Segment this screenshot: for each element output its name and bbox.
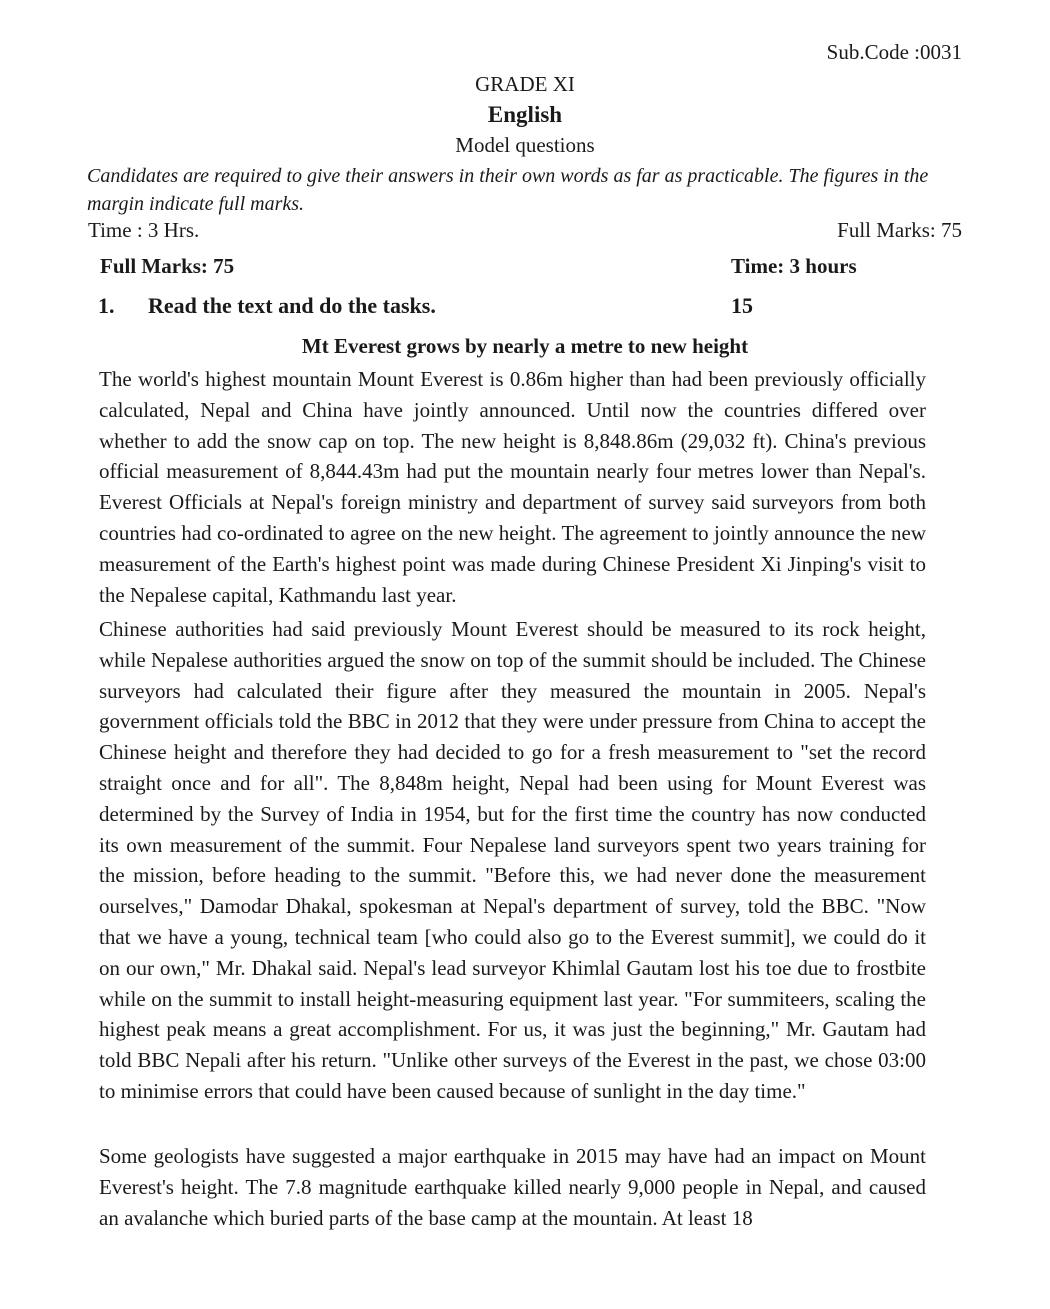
grade-heading: GRADE XI [475, 72, 575, 96]
full-marks-bold: Full Marks: 75 [100, 254, 235, 278]
passage-paragraph: Chinese authorities had said previously Mount Everest should be measured to its rock height, while Nepalese authorities argued the snow on top of the summit should be included. The Chinese surveyors had calculated their figure after they measured the mountain in 2005. Nepal's government officials told the BBC in 2012 that they were under pressure from China to accept the Chinese height and therefore they had decided to go for a fresh measurement to "set the record straight once and for all". The 8,848m height, Nepal had been using for Mount Everest was determined by the Survey of India in 1954, but for the first time the country has now conducted its own measurement of the summit. Four Nepalese land surveyors spent two years training for the mission, before heading to the summit. "Before this, we had never done the measurement ourselves," Damodar Dhakal, spokesman at Nepal's department of survey, told the BBC. "Now that we have a young, technical team [who could also go to the Everest summit], we could do it on our own," Mr. Dhakal said. Nepal's lead surveyor Khimlal Gautam lost his toe due to frostbite while on the summit to install height-measuring equipment last year. "For summiteers, scaling the highest peak means a great accomplishment. For us, it was just the beginning," Mr. Gautam had told BBC Nepali after his return. "Unlike other surveys of the Everest in the past, we chose 03:00 to minimise errors that could have been caused because of sunlight in the day time." [99, 617, 926, 1103]
time-allowed: Time : 3 Hrs. [88, 218, 200, 242]
question-text: Read the text and do the tasks. [148, 293, 436, 318]
passage-paragraph: The world's highest mountain Mount Everest is 0.86m higher than had been previously officially calculated, Nepal and China have jointly announced. Until now the countries differed over whether to add the snow cap on top. The new height is 8,848.86m (29,032 ft). China's previous official measurement of 8,844.43m had put the mountain nearly four metres lower than Nepal's. Everest Officials at Nepal's foreign ministry and department of survey said surveyors from both countries had co-ordinated to agree on the new height. The agreement to jointly announce the new measurement of the Earth's highest point was made during Chinese President Xi Jinping's visit to the Nepalese capital, Kathmandu last year. [99, 367, 926, 607]
full-marks: Full Marks: 75 [837, 218, 962, 242]
passage-paragraph: Some geologists have suggested a major earthquake in 2015 may have had an impact on Mount Everest's height. The 7.8 magnitude earthquake killed nearly 9,000 people in Nepal, and caused an avalanche which buried parts of the base camp at the mountain. At least 18 [99, 1144, 926, 1230]
model-questions-heading: Model questions [455, 133, 595, 157]
question-number: 1. [98, 293, 115, 318]
subject-heading: English [487, 102, 563, 127]
passage-title: Mt Everest grows by nearly a metre to new height [301, 334, 749, 358]
time-bold: Time: 3 hours [731, 254, 857, 278]
question-marks: 15 [731, 293, 753, 318]
exam-instructions: Candidates are required to give their answers in their own words as far as practicable. The figures in the margin indicate full marks. [87, 165, 929, 215]
sub-code: Sub.Code :0031 [826, 40, 962, 64]
